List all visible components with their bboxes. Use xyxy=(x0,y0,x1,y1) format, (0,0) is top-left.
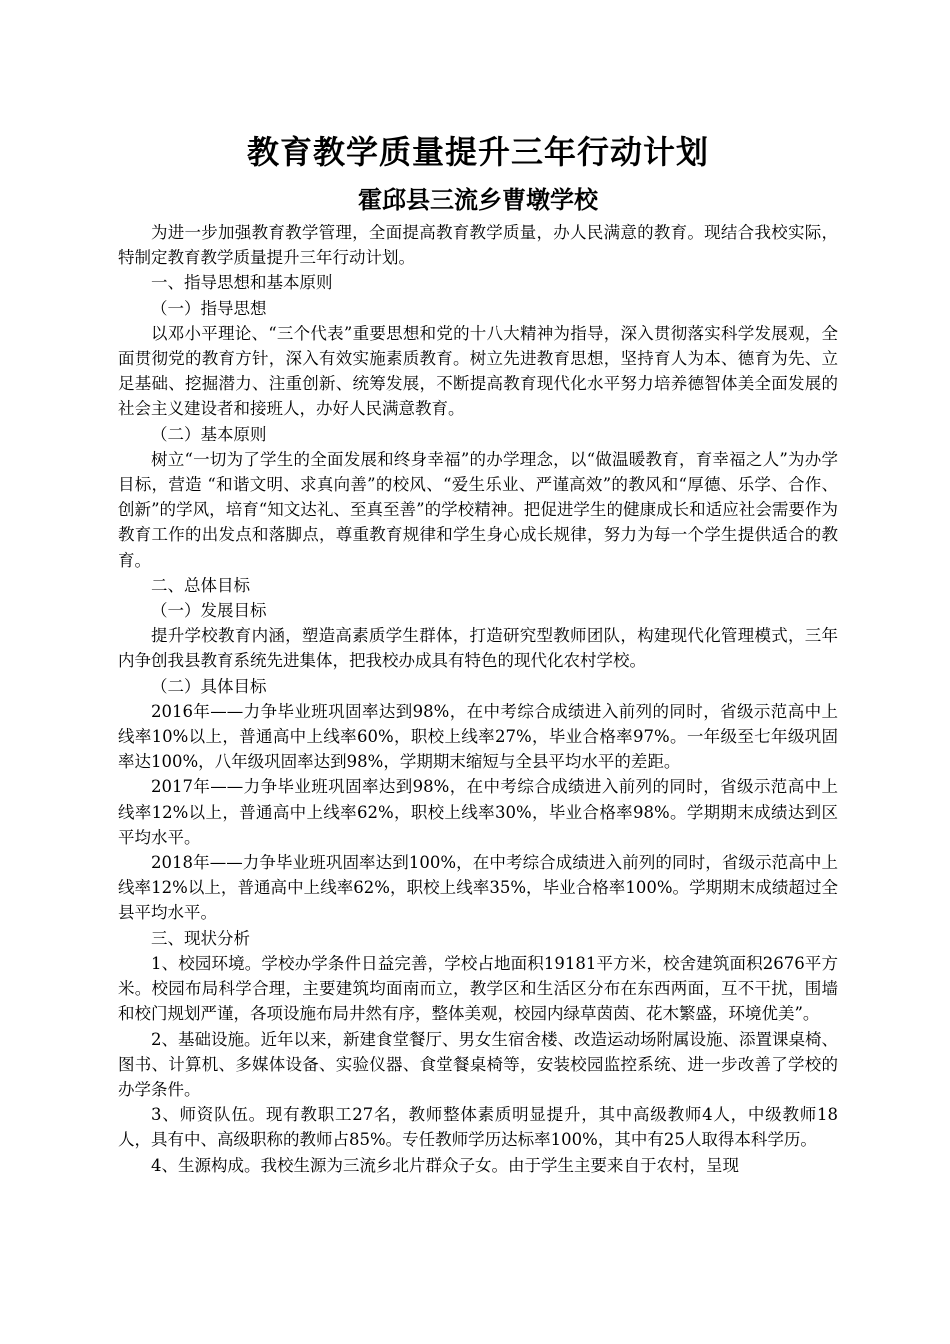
document-subtitle: 霍邱县三流乡曹墩学校 xyxy=(358,186,598,214)
body-paragraph: 4、生源构成。我校生源为三流乡北片群众子女。由于学生主要来自于农村，呈现 xyxy=(151,1155,739,1175)
document-page xyxy=(118,126,838,1178)
subsection-heading: （一）指导思想 xyxy=(151,298,267,318)
body-paragraph: 以邓小平理论、“三个代表”重要思想和党的十八大精神为指导，深入贯彻落实科学发展观，全面贯彻党的教育方针，深入有效实施素质教育。树立先进教育思想，坚持育人为本、德育为先、立足基础、挖掘潜力、注重创新、统筹发展，不断提高教育现代化水平努力培养德智体美全面发展的社会主义建设者和接班人，办好人民满意教育。 xyxy=(118,323,838,419)
body-paragraph: 树立“一切为了学生的全面发展和终身幸福”的办学理念，以“做温暖教育，育幸福之人”为办学目标，营造 “和谐文明、求真向善”的校风、“爱生乐业、严谨高效”的教风和“厚德、乐学、合作、创新”的学风，培育“知文达礼、至真至善”的学校精神。把促进学生的健康成长和适应社会需要作为教育工作的出发点和落脚点，尊重教育规律和学生身心成长规律，努力为每一个学生提供适合的教育。 xyxy=(118,449,838,570)
section-heading: 三、现状分析 xyxy=(151,928,250,948)
section-heading: 二、总体目标 xyxy=(151,575,250,595)
body-paragraph: 2016年——力争毕业班巩固率达到98%，在中考综合成绩进入前列的同时，省级示范高中上线率10%以上，普通高中上线率60%，职校上线率27%，毕业合格率97%。一年级至七年级巩固率达100%，八年级巩固率达到98%，学期期末缩短与全县平均水平的差距。 xyxy=(118,701,838,772)
subsection-heading: （二）具体目标 xyxy=(151,676,267,696)
intro-paragraph: 为进一步加强教育教学管理，全面提高教育教学质量，办人民满意的教育。现结合我校实际，特制定教育教学质量提升三年行动计划。 xyxy=(118,223,838,268)
subsection-heading: （二）基本原则 xyxy=(151,424,267,444)
body-paragraph: 2018年——力争毕业班巩固率达到100%，在中考综合成绩进入前列的同时，省级示范高中上线率12%以上，普通高中上线率62%，职校上线率35%，毕业合格率100%。学期期末成绩超过全县平均水平。 xyxy=(118,853,838,923)
body-paragraph: 2017年——力争毕业班巩固率达到98%，在中考综合成绩进入前列的同时，省级示范高中上线率12%以上，普通高中上线率62%，职校上线率30%，毕业合格率98%。学期期末成绩达到区平均水平。 xyxy=(118,777,838,847)
body-paragraph: 3、师资队伍。现有教职工27名，教师整体素质明显提升，其中高级教师4人，中级教师18人，具有中、高级职称的教师占85%。专任教师学历达标率100%，其中有25人取得本科学历。 xyxy=(118,1105,838,1150)
body-paragraph: 提升学校教育内涵，塑造高素质学生群体，打造研究型教师团队，构建现代化管理模式，三年内争创我县教育系统先进集体，把我校办成具有特色的现代化农村学校。 xyxy=(118,626,838,671)
subsection-heading: （一）发展目标 xyxy=(151,601,267,621)
body-paragraph: 1、校园环境。学校办学条件日益完善，学校占地面积19181平方米，校舍建筑面积2676平方米。校园布局科学合理，主要建筑均面南而立，教学区和生活区分布在东西两面，互不干扰，围墙和校门规划严谨，各项设施布局井然有序，整体美观，校园内绿草茵茵、花木繁盛，环境优美”。 xyxy=(118,953,838,1024)
section-heading: 一、指导思想和基本原则 xyxy=(151,273,333,293)
body-paragraph: 2、基础设施。近年以来，新建食堂餐厅、男女生宿舍楼、改造运动场附属设施、添置课桌椅、图书、计算机、多媒体设备、实验仪器、食堂餐桌椅等，安装校园监控系统、进一步改善了学校的办学条件。 xyxy=(118,1029,838,1099)
document-title: 教育教学质量提升三年行动计划 xyxy=(246,133,709,171)
document-body xyxy=(118,220,838,1178)
